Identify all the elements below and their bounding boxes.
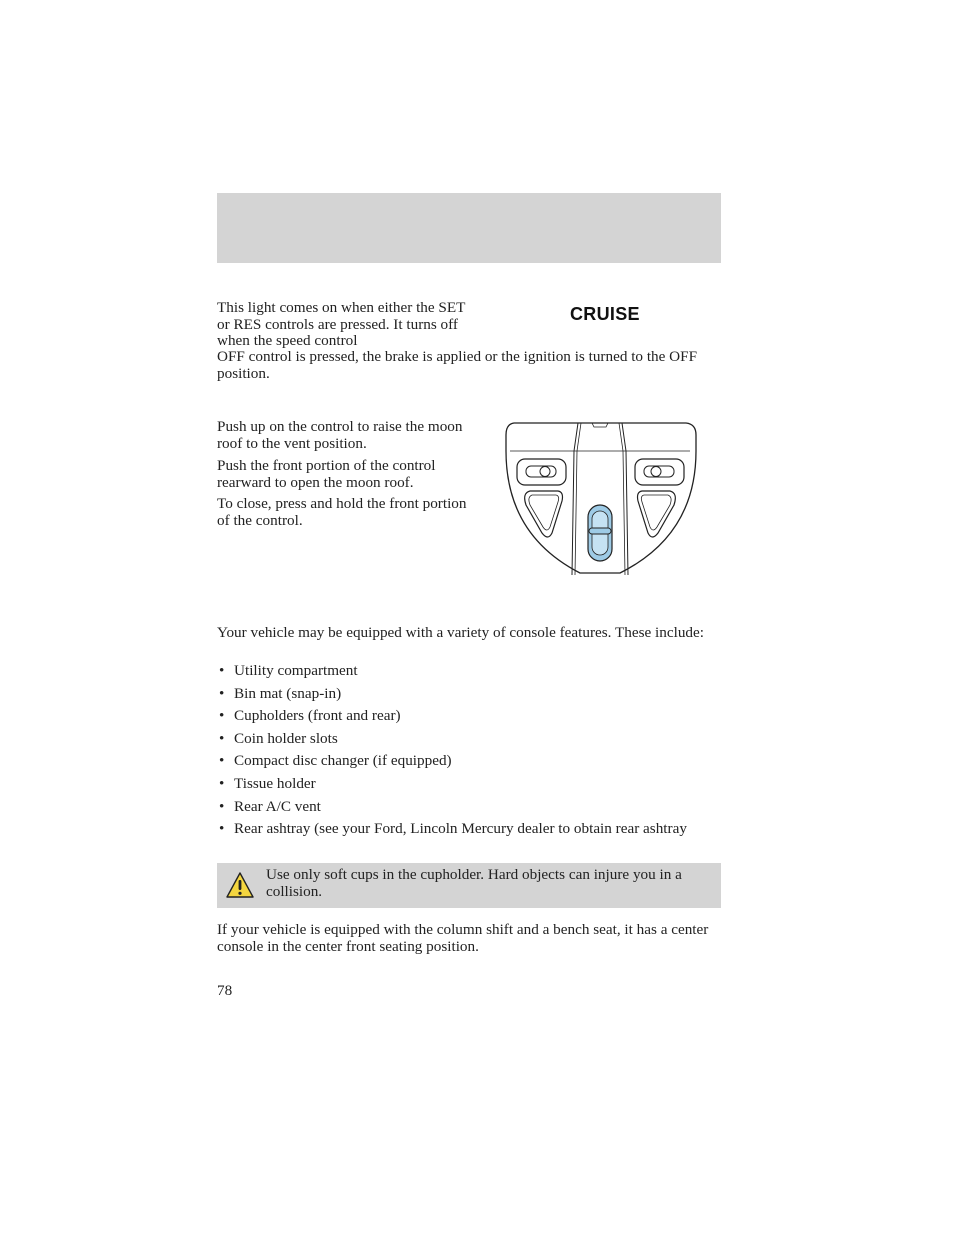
page-number: 78 (217, 982, 233, 999)
overhead-console-diagram (500, 415, 700, 583)
list-item: • Tissue holder (219, 774, 316, 792)
console-closing-paragraph: If your vehicle is equipped with the column shift and a bench seat, it has a center console in the center front seating position. (217, 921, 709, 955)
list-item: • Utility compartment (219, 662, 358, 679)
cupholder-warning-box (217, 863, 721, 908)
warning-triangle-icon (225, 871, 255, 899)
list-item: • Bin mat (snap-in) (219, 684, 342, 702)
list-item: • Rear ashtray (see your Ford, Lincoln Mercury dealer to obtain rear ashtray (219, 820, 687, 838)
list-item: • Rear A/C vent (219, 797, 321, 815)
cruise-text-part2: OFF control is pressed, the brake is applied or the ignition is turned to the OFF position. (217, 348, 698, 382)
list-item: • Compact disc changer (if equipped) (219, 752, 452, 770)
moonroof-paragraph-2: Push the front portion of the control rearward to open the moon roof. (217, 457, 436, 491)
moonroof-paragraph-1: Push up on the control to raise the moon roof to the vent position. (217, 418, 463, 452)
cruise-text-part1: This light comes on when either the SET or RES controls are pressed. It turns off when the speed control (217, 299, 466, 350)
section-header-band (217, 193, 721, 263)
list-item: • Cupholders (front and rear) (219, 707, 401, 725)
moonroof-paragraph-3: To close, press and hold the front portion of the control. (217, 495, 467, 529)
console-feature-list (217, 663, 721, 844)
cruise-indicator-label: CRUISE (570, 304, 640, 324)
warning-text: Use only soft cups in the cupholder. Hard objects can injure you in a collision. (266, 866, 682, 900)
list-item: • Coin holder slots (219, 729, 338, 747)
console-intro: Your vehicle may be equipped with a variety of console features. These include: (217, 624, 704, 641)
